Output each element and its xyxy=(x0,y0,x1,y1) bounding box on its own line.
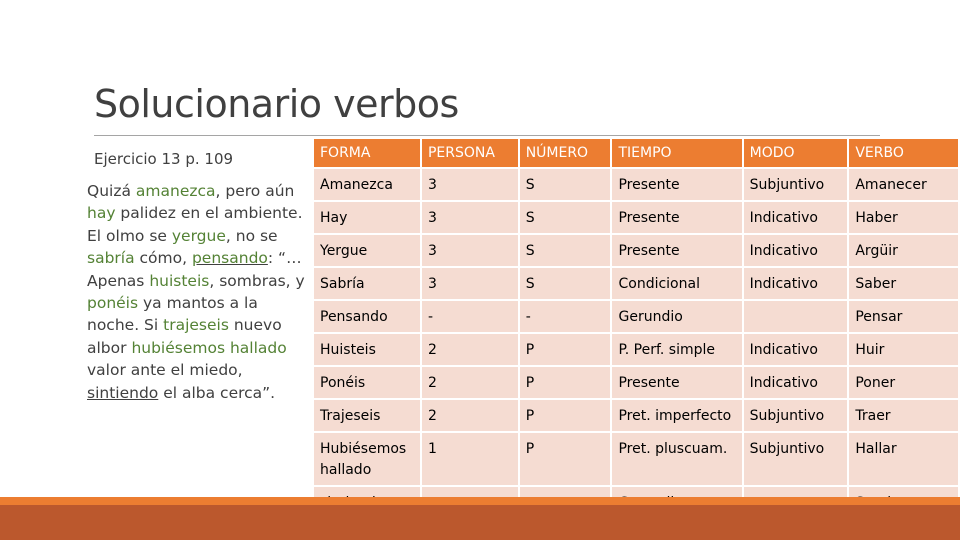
cell-verbo: Poner xyxy=(849,367,958,398)
verb-highlight: amanezca xyxy=(135,182,216,200)
table-header-row xyxy=(314,139,958,167)
cell-modo: Indicativo xyxy=(744,235,848,266)
cell-forma: Trajeseis xyxy=(314,400,420,431)
cell-verbo: Saber xyxy=(849,268,958,299)
cell-modo: Subjuntivo xyxy=(744,400,848,431)
cell-persona: 3 xyxy=(422,169,518,200)
poem-text-segment: Apenas xyxy=(87,271,150,290)
cell-persona: 2 xyxy=(422,400,518,431)
cell-tiempo: Presente xyxy=(612,235,741,266)
cell-modo: Subjuntivo xyxy=(744,433,848,485)
cell-tiempo: P. Perf. simple xyxy=(612,334,741,365)
table-row xyxy=(314,400,958,431)
table-row xyxy=(314,367,958,398)
cell-modo: Indicativo xyxy=(744,334,848,365)
poem-text-segment: , pero aún xyxy=(215,182,295,200)
table-row xyxy=(314,235,958,266)
cell-numero: P xyxy=(520,433,611,485)
table-row xyxy=(314,202,958,233)
cell-modo: Subjuntivo xyxy=(744,169,848,200)
cell-forma: Amanezca xyxy=(314,169,420,200)
cell-numero: S xyxy=(520,268,611,299)
verb-highlight: ponéis xyxy=(87,294,139,313)
poem-text-segment: El olmo se xyxy=(87,226,172,245)
cell-tiempo: Condicional xyxy=(612,268,741,299)
cell-forma: Pensando xyxy=(314,301,420,332)
cell-tiempo: Presente xyxy=(612,367,741,398)
verb-highlight: trajeseis xyxy=(163,316,229,335)
cell-numero: P xyxy=(520,334,611,365)
poem-text-segment: , sombras, y xyxy=(209,271,305,290)
cell-numero: S xyxy=(520,202,611,233)
poem-text-segment: cómo, xyxy=(134,249,192,268)
cell-modo: Indicativo xyxy=(744,367,848,398)
cell-verbo: Amanecer xyxy=(849,169,958,200)
cell-modo: Indicativo xyxy=(744,202,848,233)
col-header-forma: FORMA xyxy=(314,139,420,167)
poem-text-segment: Quizá xyxy=(87,182,136,200)
cell-verbo: Huir xyxy=(849,334,958,365)
poem-text-segment: el alba cerca”. xyxy=(158,383,276,402)
cell-tiempo: Pret. imperfecto xyxy=(612,400,741,431)
cell-forma: Hay xyxy=(314,202,420,233)
poem-text-segment: ya mantos a la xyxy=(138,294,258,313)
cell-numero: P xyxy=(520,367,611,398)
verb-underlined: sintiendo xyxy=(87,383,159,402)
cell-verbo: Traer xyxy=(849,400,958,431)
cell-verbo: Haber xyxy=(849,202,958,233)
verbs-table xyxy=(312,137,960,520)
poem-text-segment: noche. Si xyxy=(87,316,164,335)
title-divider xyxy=(94,135,880,136)
poem-text-segment: valor ante el miedo, xyxy=(87,361,243,380)
verb-highlight: sabría xyxy=(87,249,135,268)
table-row xyxy=(314,268,958,299)
cell-persona: 3 xyxy=(422,235,518,266)
cell-tiempo: Gerundio xyxy=(612,301,741,332)
col-header-tiempo: TIEMPO xyxy=(612,139,741,167)
cell-persona: 1 xyxy=(422,433,518,485)
exercise-subtitle: Ejercicio 13 p. 109 xyxy=(94,150,234,168)
poem-text-segment: albor xyxy=(87,338,132,357)
table-row xyxy=(314,433,958,485)
cell-forma: Huisteis xyxy=(314,334,420,365)
cell-persona: - xyxy=(422,301,518,332)
cell-numero: S xyxy=(520,235,611,266)
cell-forma: Sabría xyxy=(314,268,420,299)
cell-persona: 2 xyxy=(422,334,518,365)
verb-highlight: huisteis xyxy=(149,271,210,290)
cell-persona: 2 xyxy=(422,367,518,398)
page-title: Solucionario verbos xyxy=(94,82,459,126)
cell-numero: - xyxy=(520,301,611,332)
cell-modo: Indicativo xyxy=(744,268,848,299)
verb-highlight-underlined: pensando xyxy=(191,249,268,268)
table-row xyxy=(314,301,958,332)
col-header-verbo: VERBO xyxy=(849,139,958,167)
cell-forma: Ponéis xyxy=(314,367,420,398)
cell-tiempo: Presente xyxy=(612,169,741,200)
cell-modo xyxy=(744,301,848,332)
cell-forma: Yergue xyxy=(314,235,420,266)
col-header-numero: NÚMERO xyxy=(520,139,611,167)
poem-text-segment: nuevo xyxy=(228,316,282,335)
poem-text-segment: palidez en el ambiente. xyxy=(115,204,303,223)
col-header-persona: PERSONA xyxy=(422,139,518,167)
col-header-modo: MODO xyxy=(744,139,848,167)
cell-tiempo: Pret. pluscuam. xyxy=(612,433,741,485)
verb-highlight: hubiésemos hallado xyxy=(131,338,287,357)
cell-tiempo: Presente xyxy=(612,202,741,233)
table-row xyxy=(314,334,958,365)
cell-persona: 3 xyxy=(422,268,518,299)
footer-accent-stripe xyxy=(0,497,960,505)
cell-numero: P xyxy=(520,400,611,431)
poem-text-segment: , no se xyxy=(225,226,278,245)
verb-highlight: yergue xyxy=(171,226,226,245)
cell-verbo: Argüir xyxy=(849,235,958,266)
cell-forma: Hubiésemos hallado xyxy=(314,433,420,485)
cell-verbo: Pensar xyxy=(849,301,958,332)
cell-numero: S xyxy=(520,169,611,200)
cell-persona: 3 xyxy=(422,202,518,233)
poem-text-segment: : “… xyxy=(267,249,302,268)
verb-highlight: hay xyxy=(87,204,116,223)
table-row xyxy=(314,169,958,200)
poem-text xyxy=(87,180,315,404)
cell-verbo: Hallar xyxy=(849,433,958,485)
